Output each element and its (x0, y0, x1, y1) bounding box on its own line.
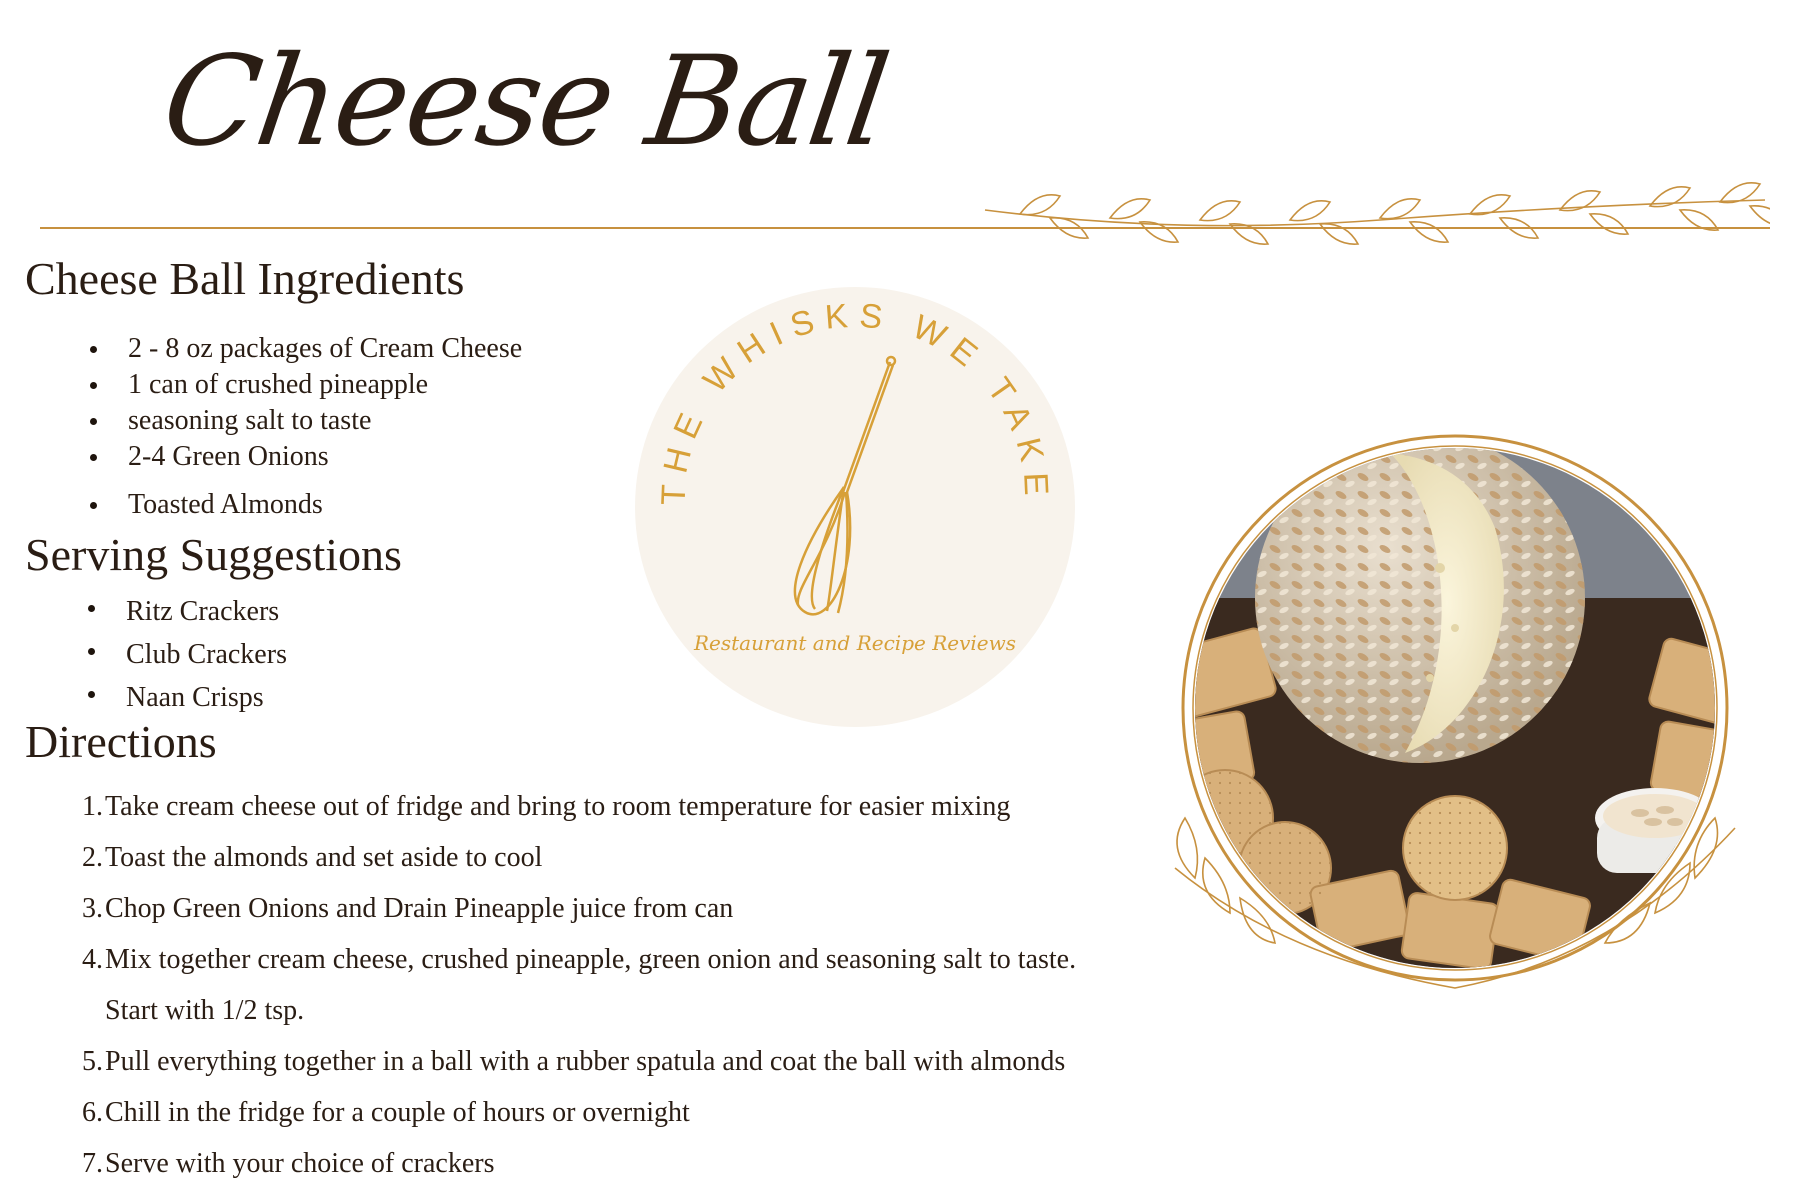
list-item: Ritz Crackers (88, 590, 287, 633)
list-item: Naan Crisps (88, 676, 287, 719)
logo-arc-text: THE WHISKS WE TAKE (654, 296, 1056, 507)
list-item: 2-4 Green Onions (90, 439, 522, 475)
serving-list (88, 590, 287, 719)
list-item: 4. Mix together cream cheese, crushed pineapple, green onion and seasoning salt to taste. Start with 1/2 tsp. (75, 934, 1076, 1036)
serving-heading: Serving Suggestions (25, 529, 402, 580)
brand-logo (635, 287, 1075, 727)
list-item: 6. Chill in the fridge for a couple of hours or overnight (82, 1097, 690, 1128)
ingredients-heading: Cheese Ball Ingredients (25, 253, 465, 304)
list-item: 7. Serve with your choice of crackers (82, 1148, 495, 1179)
directions-list (75, 781, 1076, 1189)
list-item: Toasted Almonds (90, 487, 522, 523)
directions-heading: Directions (25, 716, 217, 767)
list-item: seasoning salt to taste (90, 403, 522, 439)
list-item: 5. Pull everything together in a ball with a rubber spatula and coat the ball with almonds (82, 1046, 1066, 1077)
ingredients-list (90, 331, 522, 523)
list-item: 2. Toast the almonds and set aside to cool (82, 842, 543, 873)
list-item: 2 - 8 oz packages of Cream Cheese (90, 331, 522, 367)
list-item: 3. Chop Green Onions and Drain Pineapple juice from can (82, 893, 734, 924)
page-title: Cheese Ball (154, 30, 896, 174)
step-continued: Start with 1/2 tsp. (105, 995, 305, 1026)
list-item: 1 can of crushed pineapple (90, 367, 522, 403)
logo-tagline: Restaurant and Recipe Reviews (693, 631, 1017, 655)
cheese-ball-photo (1135, 398, 1775, 1028)
list-item: Club Crackers (88, 633, 287, 676)
list-item: 1. Take cream cheese out of fridge and bring to room temperature for easier mixing (82, 791, 1011, 822)
leaf-vine-icon (980, 180, 1770, 280)
